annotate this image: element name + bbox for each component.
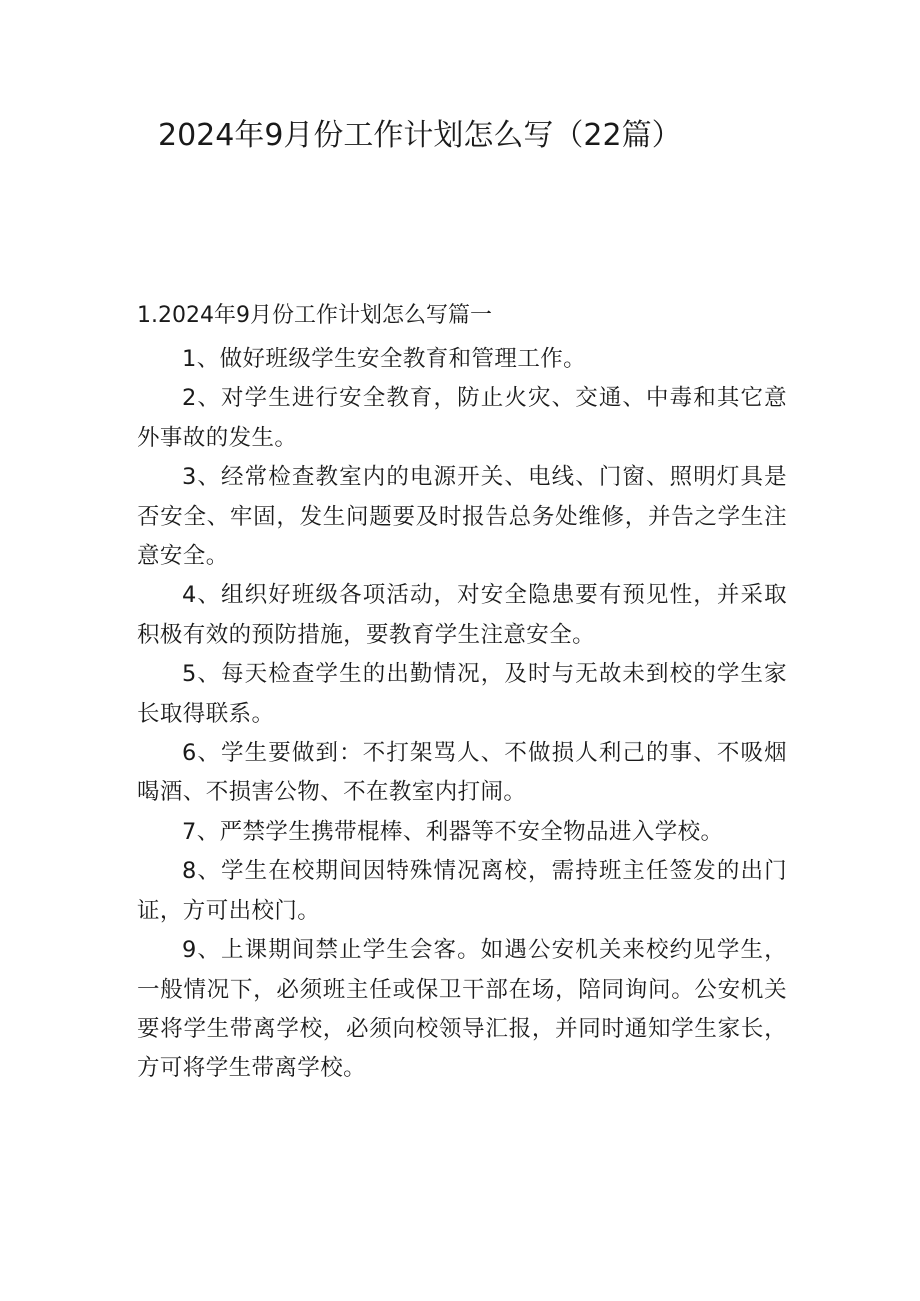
paragraph: 2、对学生进行安全教育，防止火灾、交通、中毒和其它意外事故的发生。	[137, 385, 787, 451]
document-title: 2024年9月份工作计划怎么写（22篇）	[158, 118, 682, 153]
paragraph: 6、学生要做到：不打架骂人、不做损人利己的事、不吸烟喝酒、不损害公物、不在教室内打闹。	[137, 740, 787, 806]
document-body	[137, 340, 787, 1089]
paragraph: 1、做好班级学生安全教育和管理工作。	[182, 346, 587, 372]
paragraph: 7、严禁学生携带棍棒、利器等不安全物品进入学校。	[182, 818, 724, 845]
paragraph: 8、学生在校期间因特殊情况离校，需持班主任签发的出门证，方可出校门。	[137, 858, 787, 924]
paragraph: 5、每天检查学生的出勤情况，及时与无故未到校的学生家长取得联系。	[137, 661, 787, 727]
section-heading: 1.2024年9月份工作计划怎么写篇一	[137, 303, 492, 328]
paragraph: 4、组织好班级各项活动，对安全隐患要有预见性，并采取积极有效的预防措施，要教育学生注意安全。	[137, 582, 787, 648]
paragraph: 3、经常检查教室内的电源开关、电线、门窗、照明灯具是否安全、牢固，发生问题要及时报告总务处维修，并告之学生注意安全。	[137, 464, 787, 570]
paragraph: 9、上课期间禁止学生会客。如遇公安机关来校约见学生，一般情况下，必须班主任或保卫干部在场，陪同询问。公安机关要将学生带离学校，必须向校领导汇报，并同时通知学生家长，方可将学生带离学校。	[137, 937, 787, 1082]
